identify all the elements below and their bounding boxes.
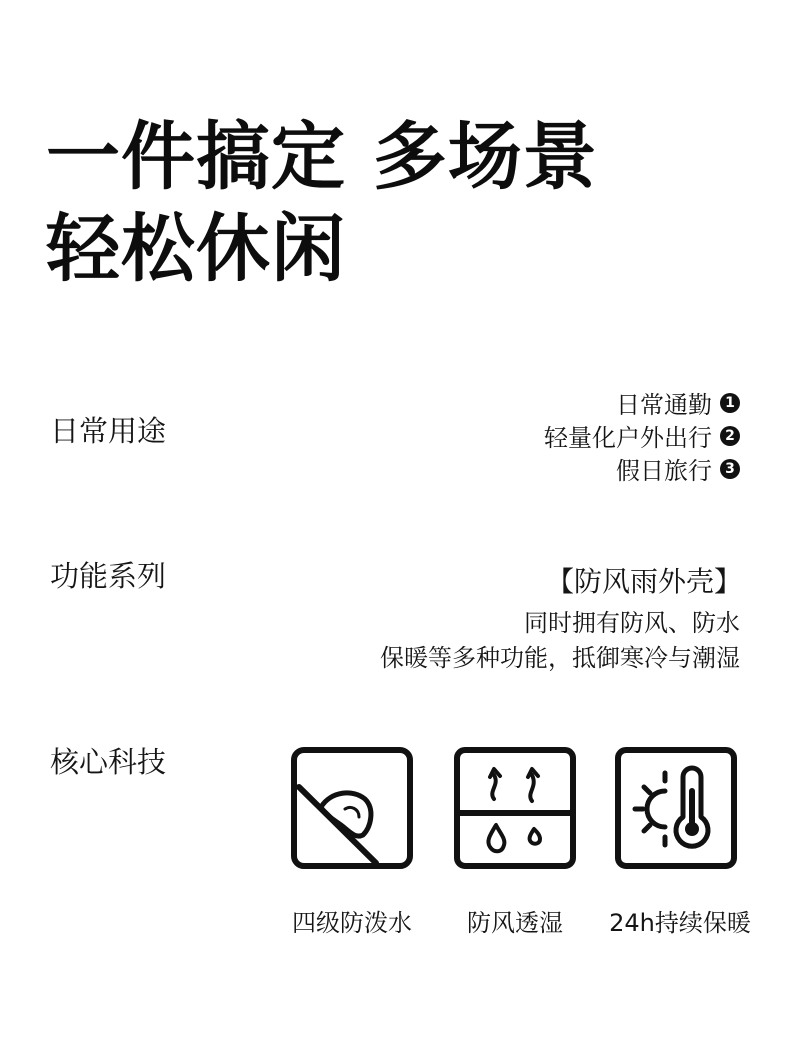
tech-caption-water: 四级防泼水 [292, 909, 412, 937]
number-badge-icon: 1 [720, 393, 740, 413]
usage-item-text: 日常通勤 [616, 391, 712, 419]
series-description [380, 606, 740, 676]
usage-item-2 [320, 419, 740, 452]
number-badge-icon: 2 [720, 426, 740, 446]
series-desc-line-2: 保暖等多种功能，抵御寒冷与潮湿 [380, 644, 740, 672]
tech-caption-warm: 24h持续保暖 [609, 909, 751, 937]
usage-list [320, 386, 740, 485]
usage-label: 日常用途 [50, 414, 167, 448]
series-title: 【防风雨外壳】 [545, 565, 742, 598]
series-desc-line-1: 同时拥有防风、防水 [524, 609, 740, 637]
water-repellent-icon [291, 747, 413, 869]
usage-item-1 [320, 386, 740, 419]
headline-line-1: 一件搞定 多场景 [46, 114, 598, 200]
usage-item-text: 轻量化户外出行 [544, 424, 712, 452]
number-badge-icon: 3 [720, 459, 740, 479]
usage-item-text: 假日旅行 [616, 457, 712, 485]
windproof-breathable-icon [454, 747, 576, 869]
thermometer-sun-icon [615, 747, 737, 869]
headline-line-2: 轻松休闲 [46, 206, 346, 292]
tech-label: 核心科技 [50, 745, 167, 779]
usage-item-3 [320, 452, 740, 485]
tech-caption-wind: 防风透湿 [467, 909, 563, 937]
series-label: 功能系列 [50, 559, 167, 593]
